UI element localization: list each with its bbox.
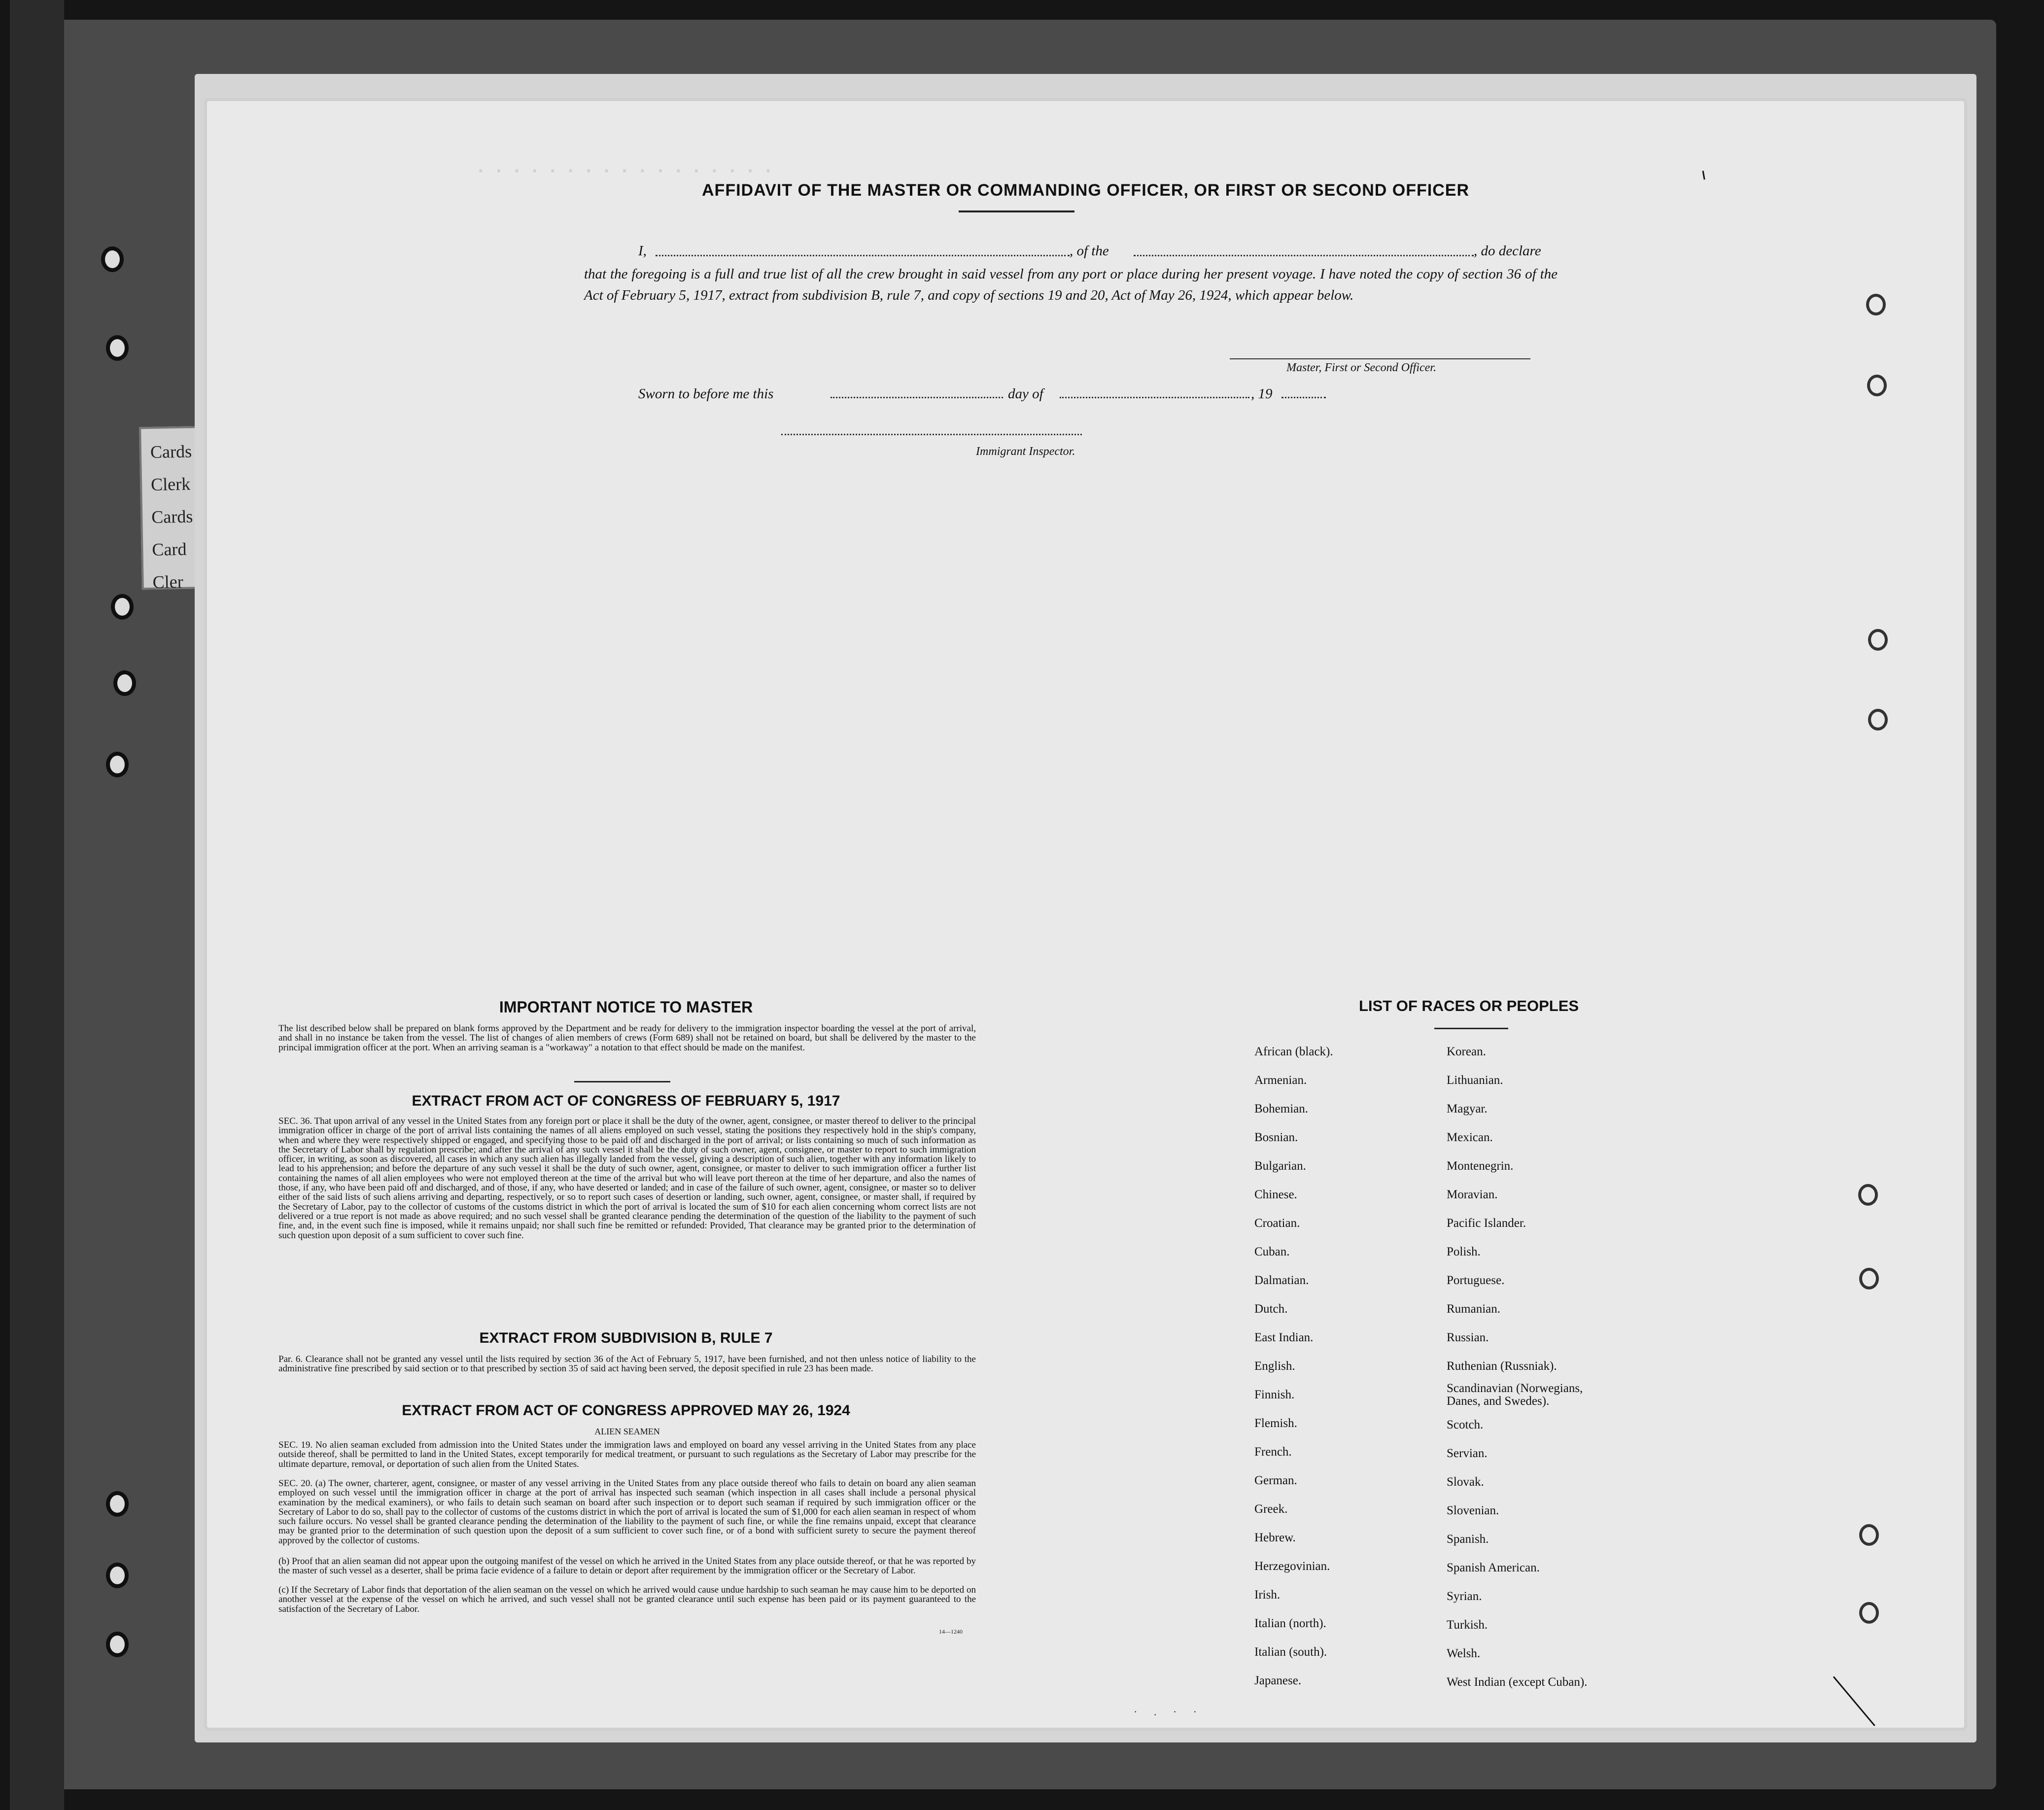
race-item: East Indian. [1254, 1331, 1314, 1344]
race-item: Moravian. [1447, 1188, 1498, 1201]
card-slip-line: Card [152, 539, 187, 559]
affidavit-of-the: , of the [1070, 243, 1109, 259]
race-item: Bohemian. [1254, 1102, 1309, 1115]
affidavit-body: that the foregoing is a full and true list of all the crew brought in said vessel from any port or place during her present voyage. I have noted the copy of section 36 of the Act of February 5, 1917, extract from subdivision B, rule 7, and copy of sections 19 and 20, Act of May 26, 1924, which appear below. [584, 266, 1558, 303]
race-item: Dalmatian. [1254, 1274, 1309, 1287]
race-item: West Indian (except Cuban). [1447, 1675, 1588, 1689]
race-item: Mexican. [1447, 1131, 1493, 1144]
card-slip-line: Cards [151, 506, 193, 527]
race-item: Greek. [1254, 1502, 1288, 1516]
extract-1917-body: SEC. 36. That upon arrival of any vessel in the United States from any foreign port or place it shall be the duty of the owner, agent, consignee, or master thereof to deliver to the principal immigration officer in charge of the port of arrival lists containing the names of all aliens employed on such vessel, stating the positions they respectively hold in the ship's company, when and where they were respectively shipped or engaged, and specifying those to be paid off and discharged in the port of arrival; or lists containing so much of such information as the Secretary of Labor shall by regulation prescribe; and after the arrival of any such vessel it shall be the duty of such owner, agent, consignee, or master to report to such immigration officer, in writing, as soon as discovered, all cases in which any such alien has illegally landed from the vessel, giving a description of such alien, together with any information likely to lead to his apprehension; and before the departure of any such vessel it shall be the duty of such owner, agent, consignee, or master to deliver to such immigration officer a further list containing the names of all alien employees who were not employed thereon at the time of the arrival but who will leave port thereon at the time of her departure, and also the names of those, if any, who have been paid off and discharged, and of those, if any, who have deserted or landed; and in case of the failure of such owner, agent, consignee, or master so to deliver either of the said lists of such aliens arriving and departing, respectively, or so to report such cases of desertion or landing, such owner, agent, consignee, or master shall, if required by the Secretary of Labor, pay to the collector of customs of the customs district in which the port of arrival is located the sum of $10 for each alien concerning whom correct lists are not delivered or a true report is not made as above required; and no such vessel shall be granted clearance pending the determination of the question of the liability to the payment of such fine, and, in the event such fine is imposed, while it remains unpaid; nor shall such fine be remitted or refunded: Provided, That clearance may be granted prior to the determination of such question upon deposit of a sum sufficient to cover such fine. [278, 1116, 976, 1241]
race-item: Scotch. [1447, 1418, 1484, 1431]
race-item: Irish. [1254, 1588, 1281, 1601]
form-number: 14—1240 [939, 1628, 963, 1635]
notice-title: IMPORTANT NOTICE TO MASTER [499, 998, 753, 1016]
notice-body: The list described below shall be prepared on blank forms approved by the Department and be ready for delivery to the immigration inspector boarding the vessel at the port of arrival, and shall in no instance be taken from the vessel. The list of changes of alien members of crews (Form 689) shall not be retained on board, but shall be delivered by the master to the principal immigration officer at the port. When an arriving seaman is a "workaway" a notation to that effect should be made on the manifest. [278, 1023, 976, 1053]
bleed-through: · · · · · · · · · · · · · · · · · [478, 160, 775, 182]
race-item: Ruthenian (Russniak). [1447, 1359, 1557, 1373]
document-page [207, 101, 1964, 1728]
race-item: German. [1254, 1474, 1297, 1487]
extract-1917-title: EXTRACT FROM ACT OF CONGRESS OF FEBRUARY 5, 1917 [412, 1093, 840, 1109]
race-item: Bulgarian. [1254, 1159, 1306, 1173]
race-item: Scandinavian (Norwegians, Danes, and Swedes). [1447, 1382, 1583, 1408]
race-item: Magyar. [1447, 1102, 1488, 1115]
binder-hole [101, 246, 124, 272]
extract-1924-title: EXTRACT FROM ACT OF CONGRESS APPROVED MAY 26, 1924 [402, 1402, 850, 1419]
race-item: Italian (south). [1254, 1645, 1327, 1659]
month-blank [1060, 397, 1249, 398]
races-rule [1434, 1028, 1508, 1029]
sec20a-body: SEC. 20. (a) The owner, charterer, agent, consignee, or master of any vessel arriving in the United States from any place outside thereof who fails to detain on board any alien seaman employed on such vessel until the immigration officer in charge at the port of arrival has inspected such seaman (which inspection in all cases shall include a personal physical examination by the medical examiners), or who fails to detain such seaman on board after such inspection or to deport such seaman if required by such immigration officer or the Secretary of Labor to do so, shall pay to the collector of customs of the customs district in which the port of arrival is located the sum of $1,000 for each alien seaman in respect of whom such failure occurs. No vessel shall be granted clearance pending the determination of the liability to the payment of such fine, or while the fine remains unpaid, except that clearance may be granted prior to the determination of such question upon the deposit of a sum sufficient to cover such fine, or of a bond with sufficient surety to secure the payment thereof approved by the collector of customs. [278, 1478, 976, 1546]
year-blank [1282, 397, 1326, 398]
race-item: Dutch. [1254, 1302, 1288, 1316]
sec19-body: SEC. 19. No alien seaman excluded from admission into the United States under the immigration laws and employed on board any vessel arriving in the United States from any place outside thereof, shall be permitted to land in the United States, except temporarily for medical treatment, or pursuant to such regulations as the Secretary of Labor may prescribe for the ultimate departure, removal, or deportation of such alien from the United States. [278, 1440, 976, 1469]
race-item: Russian. [1447, 1331, 1489, 1344]
alien-seamen-subtitle: ALIEN SEAMEN [594, 1427, 660, 1436]
inspector-signature-line [781, 434, 1082, 435]
race-item: Chinese. [1254, 1188, 1297, 1201]
race-item: Polish. [1447, 1245, 1481, 1258]
binder-hole [111, 594, 134, 620]
race-item: Flemish. [1254, 1417, 1297, 1430]
card-slip-line: Cards [150, 441, 192, 462]
binder-hole [113, 670, 136, 696]
day-blank [831, 397, 1003, 398]
binder-hole [106, 335, 129, 361]
binder-hole [106, 1632, 129, 1657]
card-slip-line: Cler [152, 571, 183, 592]
affidavit-i: I, [638, 243, 647, 259]
race-item: Japanese. [1254, 1674, 1302, 1687]
race-item: Armenian. [1254, 1074, 1307, 1087]
race-item: Cuban. [1254, 1245, 1290, 1258]
name-blank [656, 255, 1070, 256]
extract-rule7-title: EXTRACT FROM SUBDIVISION B, RULE 7 [479, 1330, 773, 1346]
vessel-blank [1134, 255, 1474, 256]
ring-hole [1859, 1268, 1879, 1289]
race-item: Hebrew. [1254, 1531, 1296, 1544]
race-item: Turkish. [1447, 1618, 1488, 1632]
title-rule [959, 210, 1074, 212]
affidavit-title: AFFIDAVIT OF THE MASTER OR COMMANDING OFFICER, OR FIRST OR SECOND OFFICER [702, 181, 1469, 200]
race-item: Syrian. [1447, 1590, 1482, 1603]
race-item: Spanish. [1447, 1532, 1489, 1546]
race-item: Spanish American. [1447, 1561, 1540, 1574]
race-item: Italian (north). [1254, 1617, 1326, 1630]
binder-edge [10, 0, 64, 1810]
binder-hole [106, 1563, 129, 1588]
race-item: Rumanian. [1447, 1302, 1501, 1316]
ring-hole [1867, 375, 1887, 396]
race-item: Korean. [1447, 1045, 1486, 1058]
sworn-day-of: day of [1008, 386, 1043, 402]
sec20b-body: (b) Proof that an alien seaman did not appear upon the outgoing manifest of the vessel on which he arrived in the United States from any place outside thereof, or that he was reported by the master of such vessel as a deserter, shall be prima facie evidence of a failure to detain or deport after requirement by the immigration officer or the Secretary of Labor. [278, 1556, 976, 1576]
race-item: English. [1254, 1359, 1295, 1373]
affidavit-declare: , do declare [1474, 243, 1541, 259]
binder-hole [106, 1491, 129, 1517]
race-item: Lithuanian. [1447, 1074, 1503, 1087]
race-item: Slovak. [1447, 1475, 1484, 1489]
race-item: Portuguese. [1447, 1274, 1505, 1287]
card-slip-line: Clerk [150, 474, 191, 495]
race-item: Finnish. [1254, 1388, 1295, 1401]
race-item: Herzegovinian. [1254, 1560, 1330, 1573]
race-item: Montenegrin. [1447, 1159, 1514, 1173]
ring-hole [1859, 1524, 1879, 1546]
race-item: Welsh. [1447, 1647, 1481, 1660]
sworn-prefix: Sworn to before me this [638, 386, 774, 402]
races-title: LIST OF RACES OR PEOPLES [1358, 997, 1579, 1014]
master-signature-line [1230, 358, 1530, 359]
races-left-column [1254, 1038, 1333, 1695]
section-rule [574, 1081, 670, 1082]
ring-hole [1858, 1184, 1878, 1206]
race-item: Slovenian. [1447, 1504, 1499, 1517]
race-item: French. [1254, 1445, 1292, 1459]
extract-rule7-body: Par. 6. Clearance shall not be granted any vessel until the lists required by section 36 of the Act of February 5, 1917, have been furnished, and not then unless notice of liability to the administrative fine prescribed by said section or to that prescribed by section 35 of said act having been served, the deposit specified in rule 23 has been made. [278, 1354, 976, 1374]
ring-hole [1868, 629, 1888, 651]
sworn-year: , 19 [1251, 386, 1273, 402]
binder-hole [106, 752, 129, 777]
ring-hole [1868, 709, 1888, 731]
master-caption: Master, First or Second Officer. [1286, 361, 1436, 374]
race-item: Bosnian. [1254, 1131, 1298, 1144]
race-item: Servian. [1447, 1447, 1488, 1460]
sec20c-body: (c) If the Secretary of Labor finds that deportation of the alien seaman on the vessel on which he arrived would cause undue hardship to such seaman he may cause him to be deported on another vessel at the expense of the vessel on which he arrived, and such vessel shall not be granted clearance until such expense has been paid or its payment guaranteed to the satisfaction of the Secretary of Labor. [278, 1585, 976, 1614]
ring-hole [1859, 1602, 1879, 1624]
race-item: African (black). [1254, 1045, 1333, 1058]
races-right-column [1447, 1038, 1614, 1697]
ring-hole [1866, 294, 1886, 315]
inspector-caption: Immigrant Inspector. [976, 445, 1075, 458]
race-item: Croatian. [1254, 1217, 1300, 1230]
race-item: Pacific Islander. [1447, 1217, 1526, 1230]
ink-specks: · . · · [1134, 1706, 1204, 1718]
